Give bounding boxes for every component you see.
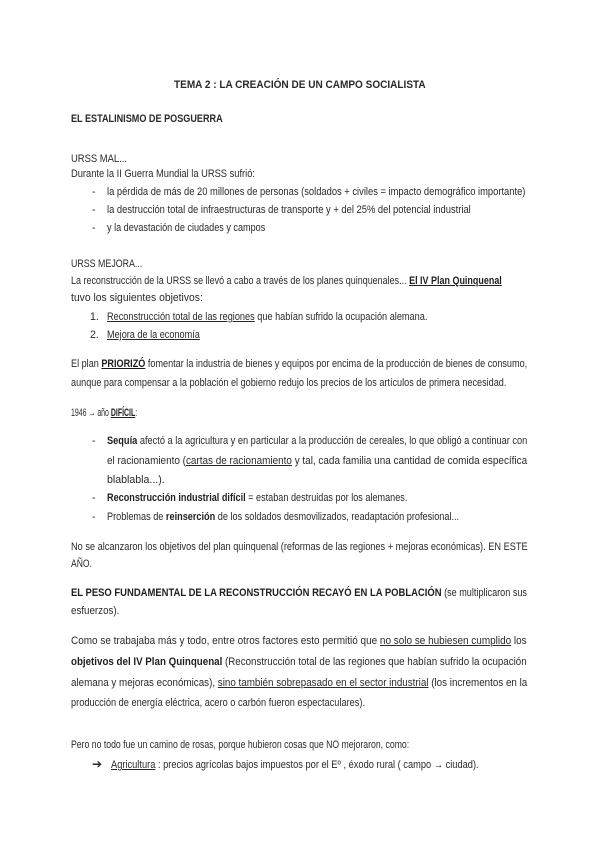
plan-name-link: El IV Plan Quinquenal (409, 275, 502, 287)
trabajaba-line3: alemana y mejoras económicas), sino también sobrepasado en el sector industrial (los incrementos en la (71, 677, 528, 689)
trabajaba-line1: Como se trabajaba más y todo, entre otros factores esto permitió que no solo se hubiesen cumplido los (71, 635, 527, 647)
pero-text: Pero no todo fue un camino de rosas, porque hubieron cosas que NO mejoraron, como: (71, 739, 410, 751)
section-heading-estalinismo: EL ESTALINISMO DE POSGUERRA (71, 113, 223, 125)
objective-item: Mejora de la economía (107, 329, 200, 341)
no-alcanzaron-line2: AÑO. (71, 558, 92, 570)
list-dash: - (92, 492, 96, 504)
arrow-bullet-icon: ➔ (92, 757, 103, 771)
priorizo-line1: El plan PRIORIZÓ fomentar la industria de bienes y equipos por encima de la producción de bienes de consumo, (71, 358, 528, 370)
urss-mejora-label: URSS MEJORA... (71, 258, 143, 270)
urss-mal-label: URSS MAL... (71, 153, 127, 165)
peso-heading-line2: esfuerzos). (71, 605, 120, 617)
sequia-line3: blablabla...). (107, 474, 165, 486)
agricultura-item: Agricultura : precios agrícolas bajos impuestos por el Eº , éxodo rural ( campo → ciudad). (111, 759, 479, 771)
mejora-paragraph-line2: tuvo los siguientes objetivos: (71, 292, 203, 304)
list-dash: - (92, 204, 96, 216)
list-number: 2. (90, 329, 99, 341)
list-dash: - (92, 511, 96, 523)
sequia-line2: el racionamiento (cartas de racionamiento y tal, cada familia una cantidad de comida específica (107, 455, 528, 467)
sequia-line1: Sequía afectó a la agricultura y en particular a la producción de cereales, lo que obligó a continuar con (107, 435, 528, 447)
list-dash: - (92, 435, 96, 447)
reinsercion-item: Problemas de reinserción de los soldados desmovilizados, readaptación profesional... (107, 511, 460, 523)
trabajaba-line4: producción de energía eléctrica, acero o carbón fueron espectaculares). (71, 697, 366, 709)
trabajaba-line2: objetivos del IV Plan Quinquenal (Reconstrucción total de las regiones que habían sufrido la ocupación (71, 656, 527, 668)
list-item: la pérdida de más de 20 millones de personas (soldados + civiles = impacto demográfico importante) (107, 186, 526, 198)
objective-item: Reconstrucción total de las regiones que habían sufrido la ocupación alemana. (107, 311, 428, 323)
intro-text: Durante la II Guerra Mundial la URSS sufrió: (71, 168, 256, 180)
mejora-paragraph-line1: La reconstrucción de la URSS se llevó a cabo a través de los planes quinquenales... El IV Plan Quinquenal (71, 275, 502, 287)
list-item: la destrucción total de infraestructuras de transporte y + del 25% del potencial industrial (107, 204, 471, 216)
page-title: TEMA 2 : LA CREACIÓN DE UN CAMPO SOCIALISTA (174, 79, 426, 91)
list-number: 1. (90, 311, 99, 323)
no-alcanzaron-line1: No se alcanzaron los objetivos del plan quinquenal (reformas de las regiones + mejoras económicas). EN ESTE (71, 541, 528, 553)
list-item: y la devastación de ciudades y campos (107, 222, 266, 234)
list-dash: - (92, 222, 96, 234)
peso-heading-line1: EL PESO FUNDAMENTAL DE LA RECONSTRUCCIÓN RECAYÓ EN LA POBLACIÓN (se multiplicaron sus (71, 587, 527, 599)
list-dash: - (92, 186, 96, 198)
year-heading: 1946 → año DIFÍCIL: (71, 407, 138, 419)
reconstruccion-item: Reconstrucción industrial difícil = estaban destruidas por los alemanes. (107, 492, 408, 504)
priorizo-line2: aunque para compensar a la población el gobierno redujo los precios de los artículos de primera necesidad. (71, 377, 507, 389)
